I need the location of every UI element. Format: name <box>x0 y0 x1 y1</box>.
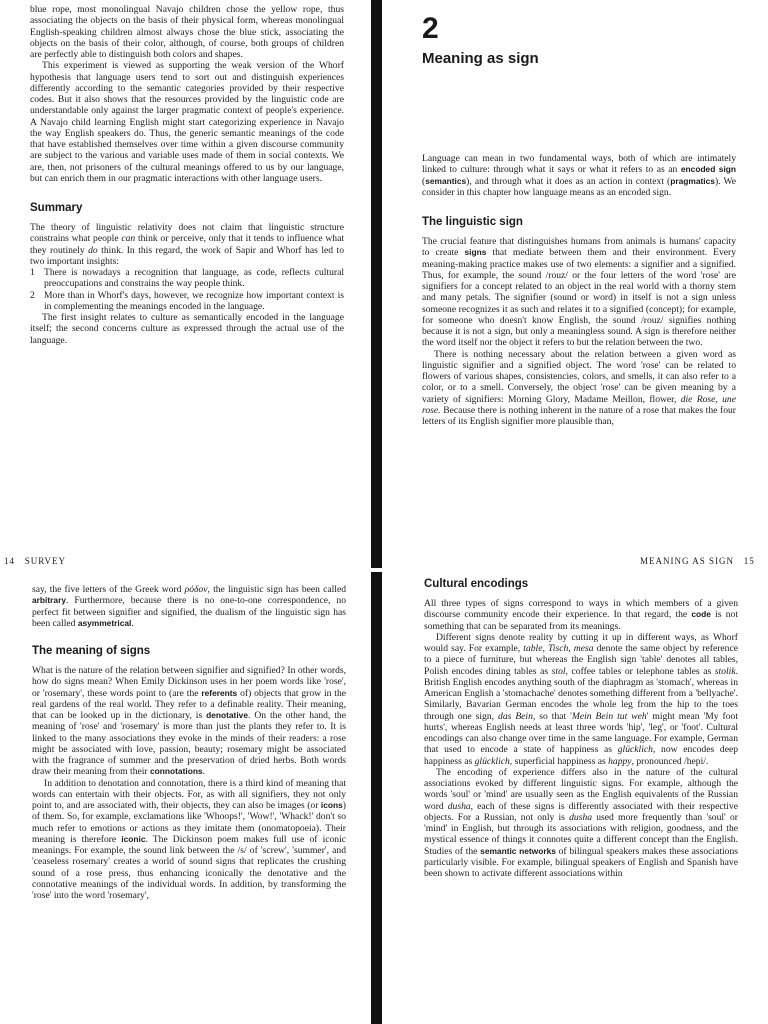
p14-para1: blue rope, most monolingual Navajo children chose the yellow rope, thus associating the objects on the basis of their physical form, whereas monolingual English-speaking children almost always chose the blue stick, associating the objects on the basis of their color, although, of course, both groups of children are perfectly able to distinguish both colors and shapes. <box>30 4 344 60</box>
p14-list-item-1: 1 There is nowadays a recognition that language, as code, reflects cultural preoccupations and constrains the way people think. <box>30 267 344 290</box>
page-15 <box>422 14 736 544</box>
page-16 <box>32 584 346 1024</box>
p15-intro: Language can mean in two fundamental ways, both of which are intimately linked to culture: through what it says or what it refers to as an encoded sign (semantics), and through what it does as an action in context (pragmatics). We consider in this chapter how language means as an encoded sign. <box>422 153 736 198</box>
p16-para3: In addition to denotation and connotation, there is a third kind of meaning that words can entertain with their objects. For, as with all signifiers, they not only point to, and are associated with, their objects, they can also be images (or icons) of them. So, for example, exclamations like 'Whoops!', 'Wow!', 'Whack!' don't so much refer to emotions or actions as they imitate them (onomatopoeia). Their meaning is therefore iconic. The Dickinson poem makes full use of iconic meanings. For example, the sound link between the /s/ of 'screw', 'summer', and 'ceaseless rosemary' creates a world of sound signs that replicates the crushing sound of a rose press, thus enhancing iconically the denotative and the connotative meanings of the individual words. In addition, by transforming the 'rose' into the word 'rosemary', <box>32 777 346 901</box>
p14-para4: The first insight relates to culture as semantically encoded in the language itself; the second concerns culture as expressed through the actual use of the language. <box>30 312 344 346</box>
book-gutter-bottom <box>371 572 382 1024</box>
chapter-number: 2 <box>422 14 439 45</box>
p15-folio: MEANING AS SIGN 15 <box>640 556 755 566</box>
p15-heading-linguistic-sign: The linguistic sign <box>422 216 523 228</box>
p16-para1: say, the five letters of the Greek word ρόδον, the linguistic sign has been called arbitrary. Furthermore, because there is no one-to-one correspondence, no perfect fit between signifier and signified, the dualism of the linguistic sign has been called asymmetrical. <box>32 584 346 629</box>
p17-para2: Different signs denote reality by cutting it up in different ways, as Whorf would say. For example, table, Tisch, mesa denote the same object by reference to a piece of furniture, but whereas the English sign 'table' denotes all tables, Polish encodes dining tables as stol, coffee tables or telephone tables as stolik. British English encodes anything south of the diaphragm as 'stomach', whereas in American English a 'stomachache' denotes something different from a 'bellyache'. Similarly, Bavarian German encodes the whole leg from the hip to the toes through one sign, das Bein, so that 'Mein Bein tut weh' might mean 'My foot hurts', whereas English needs at least three words 'hip', 'leg', or 'foot'. Cultural encodings can also change over time in the same language. For example, German that used to encode a state of happiness as glücklich, now encodes deep happiness as glücklich, superficial happiness as happy, pronounced /hepi/. <box>424 631 738 767</box>
page-17 <box>424 578 738 1024</box>
p15-para1: The crucial feature that distinguishes humans from animals is humans' capacity to create signs that mediate between them and their environment. Every meaning-making practice makes use of two elements: a signifier and a signified. Thus, for example, the sound /rouz/ or the four letters of the word 'rose' are signifiers for a concept related to an object in the real world with a thorny stem and many petals. The signifier (sound or word) in itself is not a sign unless someone recognizes it as such and relates it to a signified (concept); for example, for someone who doesn't know English, the sound /rouz/ signifies nothing because it is not a sign, but only a meaningless sound. A sign is therefore neither the word itself nor the object it refers to but the relation between the two. <box>422 236 736 349</box>
p16-para2: What is the nature of the relation between signifier and signified? In other words, how do signs mean? When Emily Dickinson uses in her poem words like 'rose', or 'rosemary', these words point to (are the referents of) objects that grow in the real gardens of the real world. They refer to a definable reality. Their meaning, that can be looked up in the dictionary, is denotative. On the other hand, the meaning of 'rose' and 'rosemary' is more than just the plants they refer to. It is linked to the many associations they evoke in the minds of their readers: a rose might be associated with love, passion, beauty; rosemary might be associated with the fragrance of summer and the preservation of dried herbs. Both words draw their meaning from their connotations. <box>32 665 346 778</box>
p17-para1: All three types of signs correspond to ways in which members of a given discourse community encode their experience. In that regard, the code is not something that can be separated from its meanings. <box>424 598 738 632</box>
p14-folio: 14 SURVEY <box>4 556 67 566</box>
p14-para3: The theory of linguistic relativity does not claim that linguistic structure constrains what people can think or perceive, only that it tends to influence what they routinely do think. In this regard, the work of Sapir and Whorf has led to two important insights: <box>30 222 344 267</box>
p14-heading-summary: Summary <box>30 202 83 214</box>
p15-para2: There is nothing necessary about the relation between a given word as linguistic signifier and a signified object. The word 'rose' can be related to flowers of various shapes, consistencies, colors, and smells, it can also refer to a color, or to a smell. Conversely, the object 'rose' can be given meaning by a variety of signifiers: Morning Glory, Madame Meillon, flower, die Rose, une rose. Because there is nothing inherent in the nature of a rose that makes the four letters of its English signifier more plausible than, <box>422 348 736 427</box>
book-gutter-top <box>371 0 382 568</box>
p17-heading-cultural-encodings: Cultural encodings <box>424 578 529 590</box>
p14-list-item-2: 2 More than in Whorf's days, however, we recognize how important context is in complementing the meanings encoded in the language. <box>30 289 344 312</box>
p14-para2: This experiment is viewed as supporting the weak version of the Whorf hypothesis that language users tend to sort out and distinguish experiences differently according to the semantic categories provided by their respective codes. But it also shows that the resources provided by the linguistic code are understandable only against the larger pragmatic context of people's experience. A Navajo child learning English might start categorizing experience in Navajo the way English speakers do. Thus, the generic semantic meanings of the code that have established themselves over time within a given discourse community are subject to the various and variable uses made of them in social contexts. We are, then, not prisoners of the cultural meanings offered to us by our language, but can enrich them in our pragmatic interactions with other language users. <box>30 60 344 184</box>
chapter-title: Meaning as sign <box>422 50 539 67</box>
p16-heading-meaning-of-signs: The meaning of signs <box>32 645 151 657</box>
page-14 <box>30 4 344 504</box>
p17-para3: The encoding of experience differs also in the nature of the cultural associations evoked by different linguistic signs. For example, although the words 'soul' or 'mind' are usually seen as the English equivalents of the Russian word dusha, each of these signs is differently associated with their respective objects. For a Russian, not only is dusha used more frequently than 'soul' or 'mind' in English, but through its associations with religion, goodness, and the mystical essence of things it connotes quite a different concept than the English. Studies of the semantic networks of bilingual speakers makes these associations particularly visible. For example, bilingual speakers of English and Spanish have been shown to activate different associations within <box>424 766 738 879</box>
